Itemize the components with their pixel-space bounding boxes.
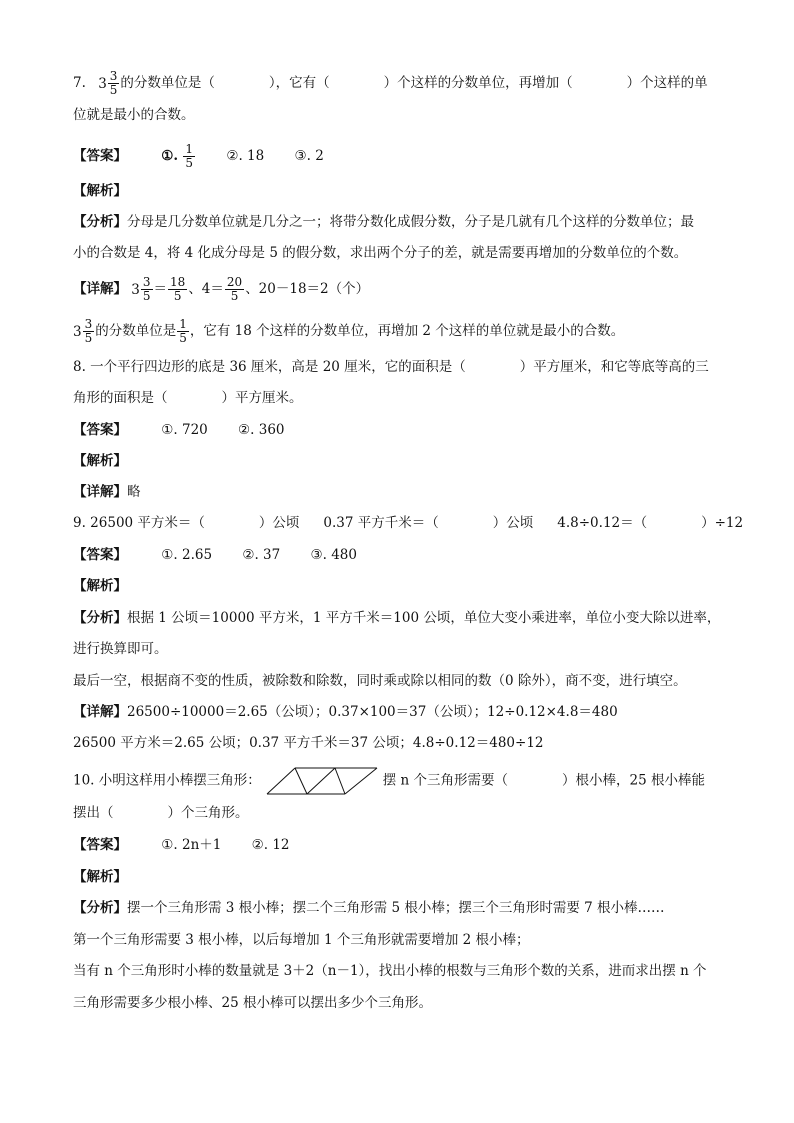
answer-tag: 【答案】 [73, 148, 127, 164]
q7-fraction: $\frac{3}{5}$ [109, 69, 118, 97]
q7-answer [73, 143, 724, 170]
triangle-sticks-figure [265, 766, 379, 796]
q10-jiexi-tag: 【解析】 [73, 869, 127, 885]
q9-answer: 【答案】 ①. 2.65 ②. 37 ③. 480 [73, 547, 357, 563]
q10-answer-1: ①. 2n＋1 [161, 837, 222, 853]
q9-fenxi-3: 最后一空，根据商不变的性质，被除数和除数，同时乘或除以相同的数（0 除外），商不变，进行填空。 [73, 673, 687, 689]
q7-mixed-int: 3 [98, 75, 107, 92]
q10-line2: 摆出（ ）个三角形。 [73, 805, 249, 821]
q9-fenxi-2: 进行换算即可。 [73, 641, 168, 657]
q7-line2: 位就是最小的合数。 [73, 107, 195, 123]
q8-jiexi-tag: 【解析】 [73, 453, 127, 469]
q7-line1 [73, 70, 724, 97]
q7-jiexi-tag: 【解析】 [73, 183, 127, 199]
q7-conclusion: 3 $\frac{3}{5}$ 的分数单位是 $\frac{1}{5}$ ，它有 18 个这样的分数单位，再增加 2 个这样的单位就是最小的合数。 [73, 317, 625, 345]
q9-answer-3: ③. 480 [310, 547, 357, 563]
q7-xiangjie: 【详解】 3 $\frac{3}{5}$ ＝ $\frac{18}{5}$ 、4＝ $\frac{20}{5}$ 、20－18＝2（个） [73, 275, 370, 303]
q7-text: 的分数单位是（ ），它有（ ）个这样的分数单位，再增加（ ）个这样的单 [120, 75, 708, 91]
q9-xiangjie-2: 26500 平方米＝2.65 公顷；0.37 平方千米＝37 公顷；4.8÷0.12＝480÷12 [73, 735, 544, 751]
q7-answer-3: ③. 2 [294, 148, 324, 164]
q10-answer: 【答案】 ①. 2n＋1 ②. 12 [73, 837, 290, 853]
q10-answer-2: ②. 12 [251, 837, 290, 853]
q9-line1: 9. 26500 平方米＝（ ）公顷 0.37 平方千米＝（ ）公顷 4.8÷0.12＝（ ）÷12 [73, 515, 744, 531]
q9-answer-2: ②. 37 [242, 547, 281, 563]
q10-fenxi-1: 【分析】摆一个三角形需 3 根小棒；摆二个三角形需 5 根小棒；摆三个三角形时需要 7 根小棒…… [73, 900, 665, 916]
q8-xiangjie: 【详解】略 [73, 484, 141, 500]
q8-answer-1: ①. 720 [161, 422, 208, 438]
q10-fenxi-3: 当有 n 个三角形时小棒的数量就是 3＋2（n－1），找出小棒的根数与三角形个数的关系，进而求出摆 n 个 [73, 963, 707, 979]
q8-answer-2: ②. 360 [238, 422, 285, 438]
q7-fenxi-2: 小的合数是 4，将 4 化成分母是 5 的假分数，求出两个分子的差，就是需要再增加的分数单位的个数。 [73, 245, 688, 261]
q10-fenxi-4: 三角形需要多少根小棒、25 根小棒可以摆出多少个三角形。 [73, 995, 432, 1011]
q9-answer-1: ①. 2.65 [161, 547, 213, 563]
q9-xiangjie-1: 【详解】26500÷10000＝2.65（公顷）；0.37×100＝37（公顷）；12÷0.12×4.8＝480 [73, 704, 618, 720]
q9-jiexi-tag: 【解析】 [73, 578, 127, 594]
q9-fenxi-1: 【分析】根据 1 公顷＝10000 平方米，1 平方千米＝100 公顷，单位大变小乘进率，单位小变大除以进率， [73, 610, 721, 626]
q8-line2: 角形的面积是（ ）平方厘米。 [73, 390, 303, 406]
q7-answer-1: ①. $\frac{1}{5}$ [161, 142, 194, 170]
q10-line1: 10. 小明这样用小棒摆三角形： 摆 n 个三角形需要（ ）根小棒，25 根小棒能 [73, 766, 724, 796]
q7-fenxi-1: 【分析】分母是几分数单位就是几分之一；将带分数化成假分数，分子是几就有几个这样的分数单位；最 [73, 214, 694, 230]
q10-fenxi-2: 第一个三角形需要 3 根小棒，以后每增加 1 个三角形就需要增加 2 根小棒； [73, 932, 530, 948]
q7-number: 7. [73, 75, 86, 91]
q8-line1: 8. 一个平行四边形的底是 36 厘米，高是 20 厘米，它的面积是（ ）平方厘米，和它等底等高的三 [73, 359, 709, 375]
q7-answer-2: ②. 18 [226, 148, 265, 164]
q8-answer: 【答案】 ①. 720 ②. 360 [73, 422, 285, 438]
